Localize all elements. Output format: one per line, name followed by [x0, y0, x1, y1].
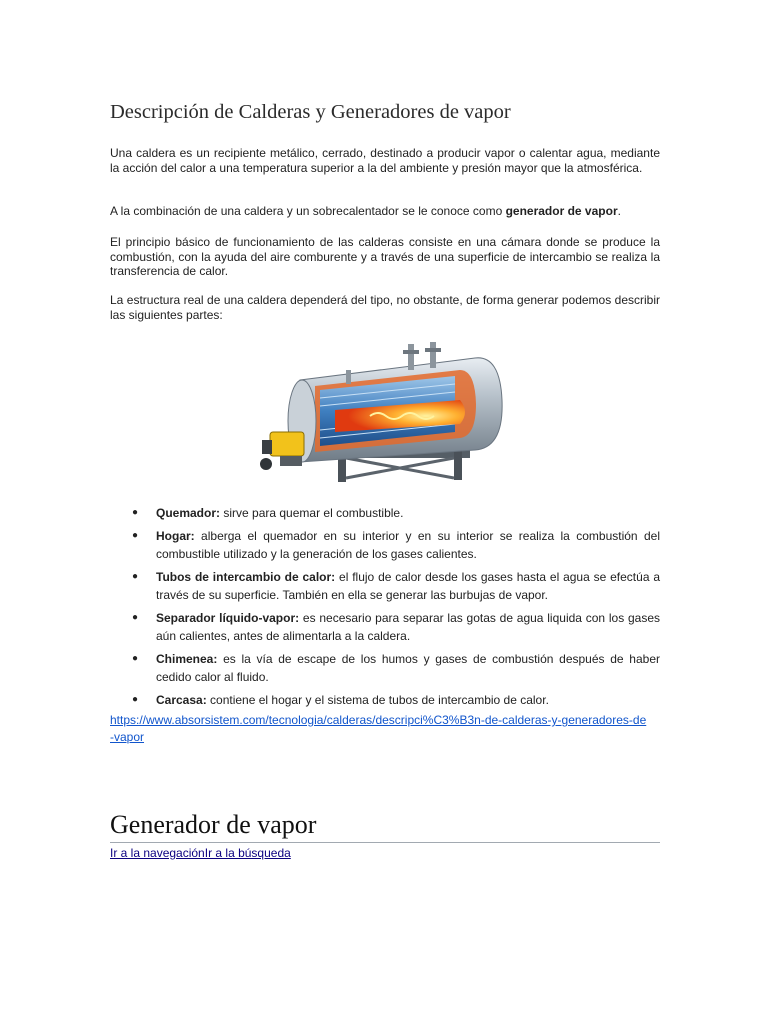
paragraph-principle: El principio básico de funcionamiento de las calderas consiste en una cámara donde se produce la combustión, con la ayuda del aire comburente y a través de una superficie de intercambio se realiza la transferencia de calor. — [110, 235, 660, 278]
parts-list — [110, 504, 660, 714]
bullet-icon: ● — [132, 694, 139, 705]
paragraph-generator-bold: generador de vapor — [505, 204, 618, 218]
list-item — [110, 650, 660, 686]
boiler-illustration — [260, 340, 510, 488]
list-item — [110, 504, 660, 522]
part-term: Separador líquido-vapor: — [156, 611, 300, 625]
bullet-icon: ● — [132, 507, 139, 518]
skip-navigation-links[interactable]: Ir a la navegaciónIr a la búsqueda — [110, 846, 291, 860]
part-desc: es necesario para separar las gotas de agua liquida con los gases aún calientes, antes de alimentarla a la caldera. — [156, 611, 660, 643]
paragraph-generator-pre: A la combinación de una caldera y un sobrecalentador se le conoce como — [110, 204, 506, 218]
list-item — [110, 609, 660, 645]
burner-unit — [260, 432, 304, 470]
bullet-icon: ● — [132, 612, 139, 623]
part-desc: alberga el quemador en su interior y en su interior se realiza la combustión del combustible utilizado y la generación de los gases calientes. — [156, 529, 660, 561]
part-desc: sirve para quemar el combustible. — [220, 506, 404, 520]
part-term: Carcasa: — [156, 693, 207, 707]
paragraph-definition: Una caldera es un recipiente metálico, cerrado, destinado a producir vapor o calentar agua, mediante la acción del calor a una temperatura superior a la del ambiente y presión mayor que la atmosférica. — [110, 146, 660, 175]
bullet-icon: ● — [132, 571, 139, 582]
part-term: Tubos de intercambio de calor: — [156, 570, 336, 584]
bullet-icon: ● — [132, 653, 139, 664]
list-item — [110, 527, 660, 563]
paragraph-generator — [110, 204, 660, 219]
document-title: Descripción de Calderas y Generadores de vapor — [110, 101, 511, 123]
source-link[interactable]: https://www.absorsistem.com/tecnologia/calderas/descripci%C3%B3n-de-calderas-y-generadores-de-vapor — [110, 713, 647, 744]
part-desc: es la vía de escape de los humos y gases de combustión después de haber cedido calor al fluido. — [156, 652, 660, 684]
paragraph-generator-post: . — [617, 204, 621, 218]
section-divider — [110, 842, 660, 843]
paragraph-structure: La estructura real de una caldera dependerá del tipo, no obstante, de forma generar podemos describir las siguientes partes: — [110, 293, 660, 322]
bullet-icon: ● — [132, 530, 139, 541]
list-item — [110, 691, 660, 709]
part-term: Quemador: — [156, 506, 221, 520]
part-term: Hogar: — [156, 529, 195, 543]
part-desc: el flujo de calor desde los gases hasta el agua se efectúa a través de su superficie. También en ella se generar las burbujas de vapor. — [156, 570, 661, 602]
section-title: Generador de vapor — [110, 810, 317, 839]
part-desc: contiene el hogar y el sistema de tubos de intercambio de calor. — [206, 693, 549, 707]
list-item — [110, 568, 660, 604]
part-term: Chimenea: — [156, 652, 218, 666]
